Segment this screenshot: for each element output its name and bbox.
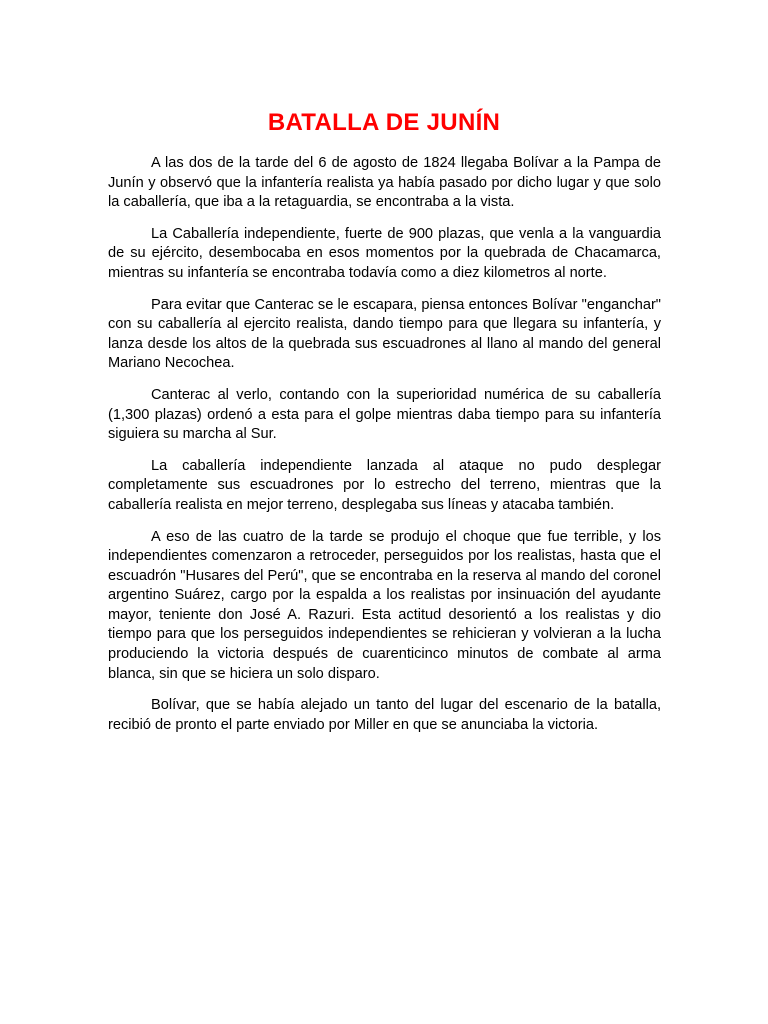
paragraph-4: Canterac al verlo, contando con la superioridad numérica de su caballería (1,300 plazas) ordenó a esta para el golpe mientras daba tiempo para su infantería siguiera su marcha al Sur. — [108, 386, 661, 443]
document-body — [108, 154, 661, 747]
paragraph-1: A las dos de la tarde del 6 de agosto de 1824 llegaba Bolívar a la Pampa de Junín y observó que la infantería realista ya había pasado por dicho lugar y que solo la caballería, que iba a la retaguardia, se encontraba a la vista. — [108, 155, 661, 211]
paragraph-7: Bolívar, que se había alejado un tanto del lugar del escenario de la batalla, recibió de pronto el parte enviado por Miller en que se anunciaba la victoria. — [108, 697, 661, 733]
paragraph-2: La Caballería independiente, fuerte de 900 plazas, que venla a la vanguardia de su ejército, desembocaba en esos momentos por la quebrada de Chacamarca, mientras su infantería se encontraba todavía como a diez kilometros al norte. — [108, 225, 661, 281]
paragraph-5: La caballería independiente lanzada al ataque no pudo desplegar completamente sus escuadrones por lo estrecho del terreno, mientras que la caballería realista en mejor terreno, desplegaba sus líneas y atacaba también. — [108, 457, 661, 513]
paragraph-3: Para evitar que Canterac se le escapara, piensa entonces Bolívar "enganchar" con su caballería al ejercito realista, dando tiempo para que llegara su infantería, y lanza desde los altos de la quebrada sus escuadrones al llano al mando del general Mariano Necochea. — [108, 296, 661, 372]
paragraph-6: A eso de las cuatro de la tarde se produjo el choque que fue terrible, y los independientes comenzaron a retroceder, perseguidos por los realistas, hasta que el escuadrón "Husares del Perú", que se encontraba en la reserva al mando del coronel argentino Suárez, cargo por la espalda a los realistas por insinuación del ayudante mayor, teniente don José A. Razuri. Esta actitud desorientó a los realistas y dio tiempo para que los perseguidos independientes se rehicieran y volvieran a la lucha produciendo la victoria después de cuarenticinco minutos de combate al arma blanca, sin que se hiciera un solo disparo. — [108, 528, 661, 682]
page-title: BATALLA DE JUNÍN — [267, 109, 501, 136]
